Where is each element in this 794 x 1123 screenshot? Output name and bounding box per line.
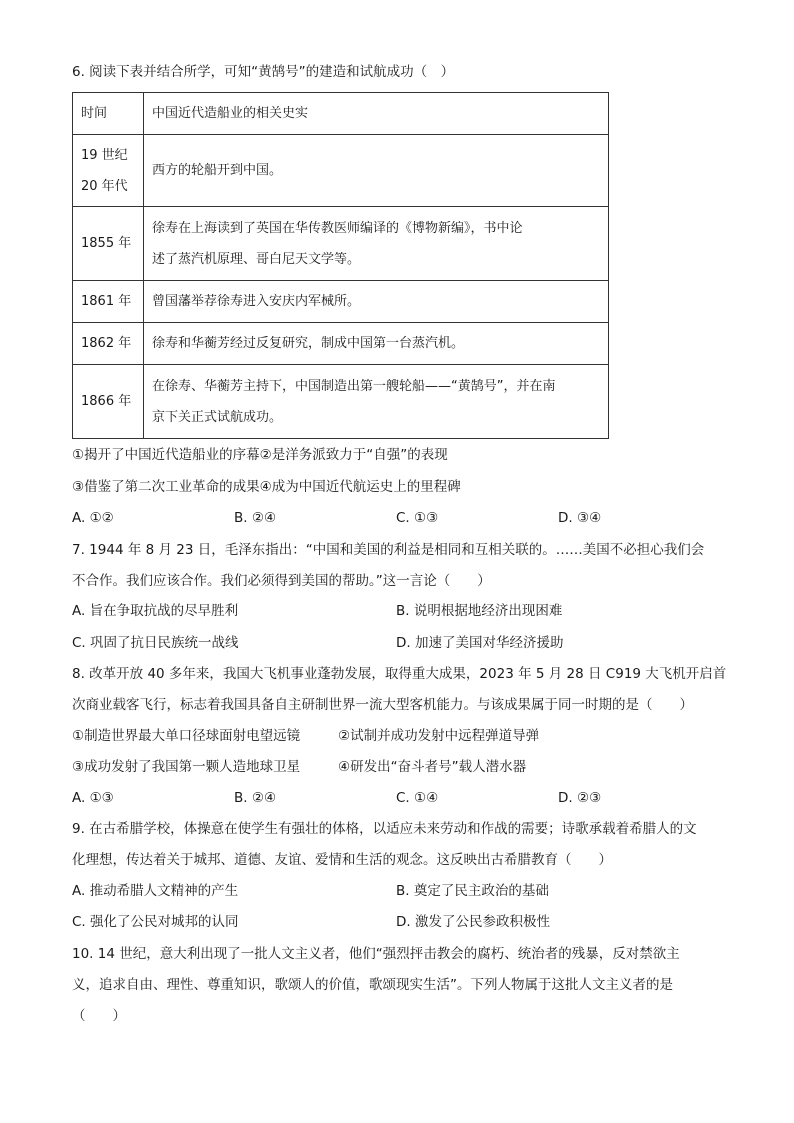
q9-option-b[interactable]: B. 奠定了民主政治的基础 bbox=[396, 883, 549, 899]
q6-option-d[interactable]: D. ③④ bbox=[558, 510, 602, 526]
table-row bbox=[73, 365, 609, 439]
fact-line: 京下关正式试航成功。 bbox=[152, 409, 283, 425]
q8-option-a[interactable]: A. ①③ bbox=[72, 790, 114, 806]
row-year: 1855 年 bbox=[73, 207, 144, 281]
row-year: 1866 年 bbox=[73, 365, 144, 439]
q6-stem: 6. 阅读下表并结合所学，可知“黄鹄号”的建造和试航成功（ ） bbox=[72, 64, 455, 80]
table-header-row bbox=[73, 93, 609, 135]
q8-item-4: ④研发出“奋斗者号”载人潜水器 bbox=[338, 759, 527, 775]
q9-option-c[interactable]: C. 强化了公民对城邦的认同 bbox=[72, 914, 239, 930]
q8-item-3: ③成功发射了我国第一颗人造地球卫星 bbox=[72, 759, 301, 775]
header-facts: 中国近代造船业的相关史实 bbox=[144, 93, 609, 135]
q8-option-b[interactable]: B. ②④ bbox=[234, 790, 277, 806]
row-fact bbox=[144, 207, 609, 281]
header-time: 时间 bbox=[73, 93, 144, 135]
row-year: 1861 年 bbox=[73, 281, 144, 323]
q8-option-d[interactable]: D. ②③ bbox=[558, 790, 602, 806]
q8-stem-line2: 次商业载客飞行，标志着我国具备自主研制世界一流大型客机能力。与该成果属于同一时期的是（ ） bbox=[72, 697, 693, 713]
year-line: 19 世纪 bbox=[81, 147, 128, 163]
row-fact: 西方的轮船开到中国。 bbox=[144, 135, 609, 207]
table-row bbox=[73, 135, 609, 207]
q10-stem-line3: （ ） bbox=[72, 1008, 126, 1024]
row-year bbox=[73, 135, 144, 207]
q8-item-2: ②试制并成功发射中远程弹道导弹 bbox=[338, 728, 540, 744]
row-fact bbox=[144, 365, 609, 439]
q10-stem-line1: 10. 14 世纪，意大利出现了一批人文主义者，他们“强烈抨击教会的腐朽、统治者的残暴，反对禁欲主 bbox=[72, 946, 680, 962]
q7-option-a[interactable]: A. 旨在争取抗战的尽早胜利 bbox=[72, 603, 239, 619]
q6-option-c[interactable]: C. ①③ bbox=[396, 510, 439, 526]
fact-line: 在徐寿、华蘅芳主持下，中国制造出第一艘轮船——“黄鹄号”，并在南 bbox=[152, 378, 556, 394]
q9-option-a[interactable]: A. 推动希腊人文精神的产生 bbox=[72, 883, 239, 899]
fact-line: 述了蒸汽机原理、哥白尼天文学等。 bbox=[152, 251, 361, 267]
q9-option-d[interactable]: D. 激发了公民参政积极性 bbox=[396, 914, 550, 930]
q9-stem-line2: 化理想，传达着关于城邦、道德、友谊、爱情和生活的观念。这反映出古希腊教育（ ） bbox=[72, 852, 612, 868]
row-year: 1862 年 bbox=[73, 323, 144, 365]
table-row bbox=[73, 207, 609, 281]
row-fact: 曾国藩举荐徐寿进入安庆内军械所。 bbox=[144, 281, 609, 323]
q7-stem-line1: 7. 1944 年 8 月 23 日，毛泽东指出：“中国和美国的利益是相同和互相关联的。……美国不必担心我们会 bbox=[72, 542, 705, 558]
q8-option-c[interactable]: C. ①④ bbox=[396, 790, 439, 806]
year-line: 20 年代 bbox=[81, 178, 128, 194]
q7-stem-line2: 不合作。我们应该合作。我们必须得到美国的帮助。”这一言论（ ） bbox=[72, 573, 491, 589]
q6-option-b[interactable]: B. ②④ bbox=[234, 510, 277, 526]
row-fact: 徐寿和华蘅芳经过反复研究，制成中国第一台蒸汽机。 bbox=[144, 323, 609, 365]
q7-option-b[interactable]: B. 说明根据地经济出现困难 bbox=[396, 603, 563, 619]
history-facts-table bbox=[72, 92, 609, 439]
q10-stem-line2: 义，追求自由、理性、尊重知识，歌颂人的价值，歌颂现实生活”。下列人物属于这批人文主义者的是 bbox=[72, 977, 673, 993]
q9-stem-line1: 9. 在古希腊学校，体操意在使学生有强壮的体格，以适应未来劳动和作战的需要；诗歌承载着希腊人的文 bbox=[72, 821, 697, 837]
q7-option-d[interactable]: D. 加速了美国对华经济援助 bbox=[396, 635, 564, 651]
q7-option-c[interactable]: C. 巩固了抗日民族统一战线 bbox=[72, 635, 239, 651]
q8-item-1: ①制造世界最大单口径球面射电望远镜 bbox=[72, 728, 301, 744]
fact-line: 徐寿在上海读到了英国在华传教医师编译的《博物新编》，书中论 bbox=[152, 220, 523, 236]
q6-items-line2: ③借鉴了第二次工业革命的成果④成为中国近代航运史上的里程碑 bbox=[72, 479, 461, 495]
table-row bbox=[73, 281, 609, 323]
q6-option-a[interactable]: A. ①② bbox=[72, 510, 114, 526]
q6-items-line1: ①揭开了中国近代造船业的序幕②是洋务派致力于“自强”的表现 bbox=[72, 447, 448, 463]
table-row bbox=[73, 323, 609, 365]
q8-stem-line1: 8. 改革开放 40 多年来，我国大飞机事业蓬勃发展，取得重大成果，2023 年 5 月 28 日 C919 大飞机开启首 bbox=[72, 666, 727, 682]
